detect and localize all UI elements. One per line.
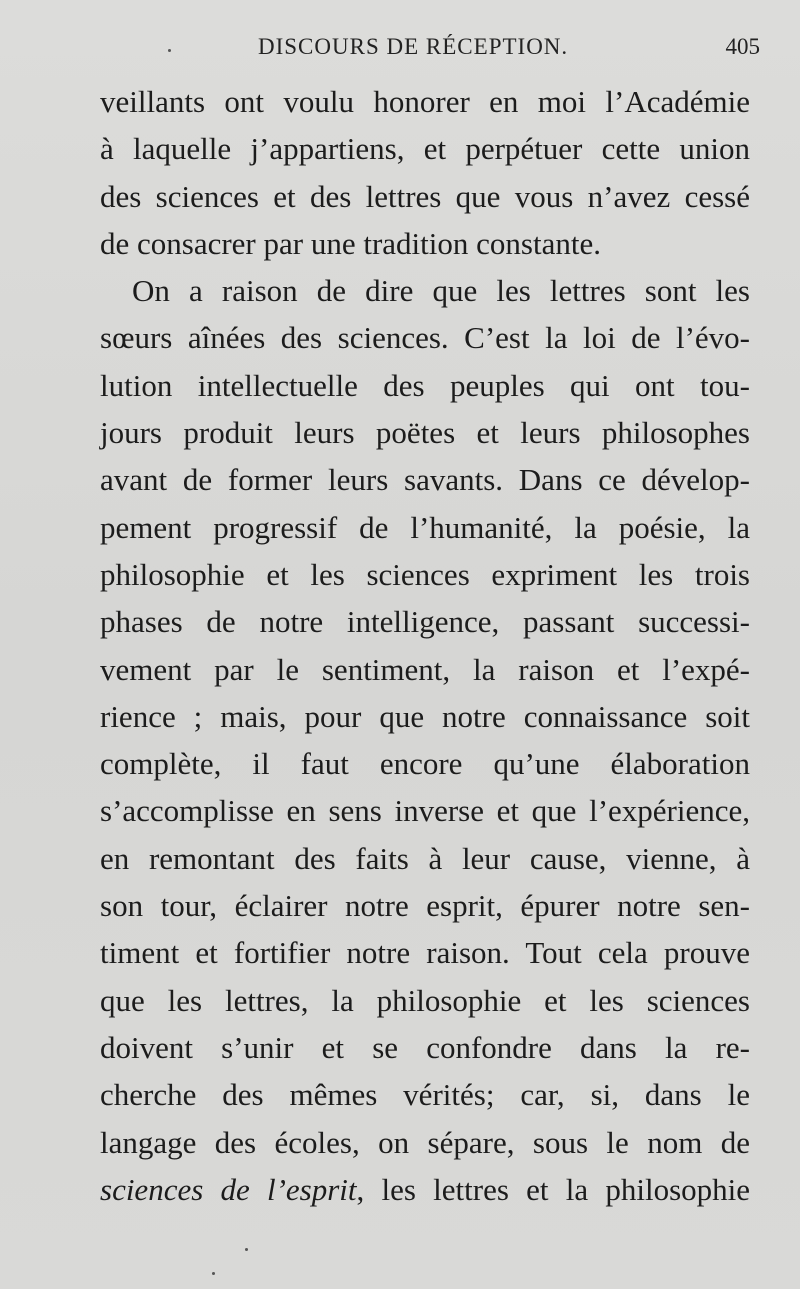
text-line: complète, il faut encore qu’une élaboration xyxy=(100,746,750,782)
paragraph-start-line: On a raison de dire que les lettres sont les xyxy=(132,273,750,309)
text-line: que les lettres, la philosophie et les sciences xyxy=(100,982,750,1018)
text-line: des sciences et des lettres que vous n’avez cessé xyxy=(100,178,750,214)
text-line: philosophie et les sciences expriment les trois xyxy=(100,556,750,592)
text-line: pement progressif de l’humanité, la poésie, la xyxy=(100,509,750,545)
text-line: son tour, éclairer notre esprit, épurer notre sen- xyxy=(100,888,750,924)
body-text xyxy=(100,78,750,1213)
text-line: langage des écoles, on sépare, sous le nom de xyxy=(100,1124,750,1160)
paper-speck xyxy=(168,49,171,52)
text-line: doivent s’unir et se confondre dans la re- xyxy=(100,1029,750,1065)
text-line: en remontant des faits à leur cause, vienne, à xyxy=(100,840,750,876)
text-line: à laquelle j’appartiens, et perpétuer cette union xyxy=(100,131,750,167)
page-number: 405 xyxy=(725,34,760,59)
paper-speck xyxy=(245,1248,248,1251)
page-header xyxy=(100,34,760,66)
text-line: timent et fortifier notre raison. Tout cela prouve xyxy=(100,935,750,971)
last-text-line xyxy=(100,1166,750,1213)
italic-phrase: sciences de l’esprit xyxy=(100,1171,357,1207)
running-head: DISCOURS DE RÉCEPTION. xyxy=(258,34,569,59)
text-line: cherche des mêmes vérités; car, si, dans le xyxy=(100,1077,750,1113)
line-remainder: , les lettres et la philosophie xyxy=(356,1171,750,1207)
text-line: lution intellectuelle des peuples qui ont tou- xyxy=(100,367,750,403)
text-line: jours produit leurs poëtes et leurs philosophes xyxy=(100,415,750,451)
text-line: veillants ont voulu honorer en moi l’Académie xyxy=(100,84,750,119)
text-line: avant de former leurs savants. Dans ce dévelop- xyxy=(100,462,750,498)
text-line: phases de notre intelligence, passant successi- xyxy=(100,604,750,640)
text-line: de consacrer par une tradition constante. xyxy=(100,225,601,261)
text-line: s’accomplisse en sens inverse et que l’expérience, xyxy=(100,793,750,829)
text-line: sœurs aînées des sciences. C’est la loi de l’évo- xyxy=(100,320,750,356)
text-line: rience ; mais, pour que notre connaissance soit xyxy=(100,698,750,734)
text-line: vement par le sentiment, la raison et l’expé- xyxy=(100,651,750,687)
paper-speck xyxy=(212,1272,215,1275)
